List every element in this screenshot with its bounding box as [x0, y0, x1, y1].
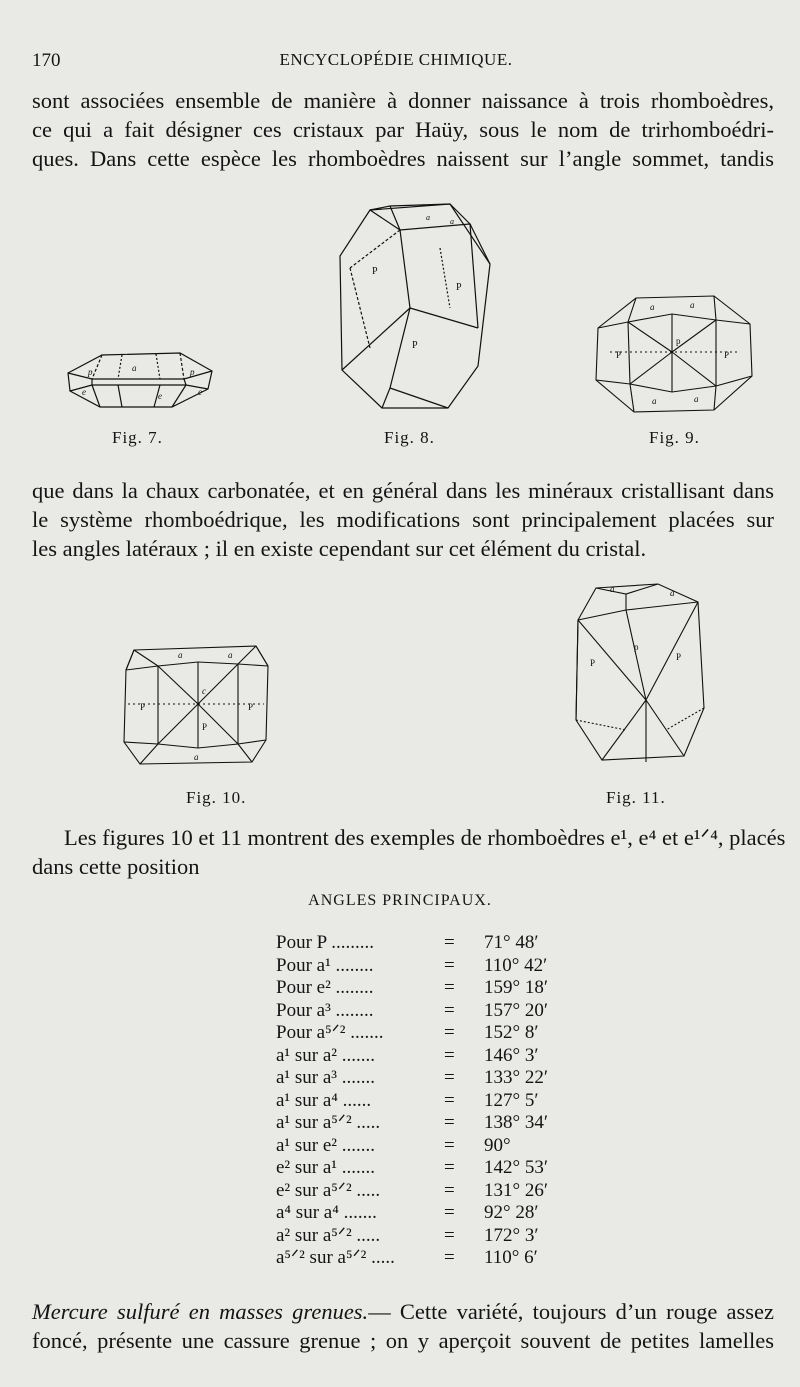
angle-row [276, 1067, 576, 1090]
text-line: dans cette position [32, 854, 200, 879]
text-line: Les figures 10 et 11 montrent des exemples de rhomboèdres e¹, e⁴ et e¹ᐟ⁴, placés [64, 825, 786, 850]
angle-row [276, 1000, 576, 1023]
svg-text:P: P [456, 282, 462, 293]
equals-sign: = [444, 1067, 455, 1088]
equals-sign: = [444, 1157, 455, 1178]
text-line: les angles latéraux ; il en existe cependant sur cet élément du cristal. [32, 536, 647, 561]
table-title: ANGLES PRINCIPAUX. [308, 892, 492, 909]
svg-text:a: a [426, 213, 430, 222]
running-title: ENCYCLOPÉDIE CHIMIQUE. [279, 50, 513, 69]
angle-name: Pour a³ ........ [276, 999, 374, 1021]
figure-11-crystal-drawing [566, 580, 716, 764]
angle-row [276, 1022, 576, 1045]
angles-table [276, 932, 576, 1270]
svg-text:a: a [194, 752, 199, 762]
svg-text:e: e [198, 387, 202, 397]
svg-text:P: P [590, 658, 596, 668]
equals-sign: = [444, 1022, 455, 1043]
angle-value: 157° 20′ [484, 999, 549, 1021]
angle-value: 133° 22′ [484, 1067, 549, 1088]
line-rest: — Cette variété, toujours d’un rouge assez [368, 1299, 774, 1324]
angle-name: a¹ sur a³ ....... [276, 1067, 375, 1088]
angle-value: 127° 5′ [484, 1089, 539, 1111]
angle-name: e² sur a¹ ....... [276, 1157, 375, 1178]
equals-sign: = [444, 1089, 455, 1111]
angle-name: a¹ sur a² ....... [276, 1044, 375, 1066]
figure-10-crystal-drawing [118, 640, 274, 768]
angle-value: 172° 3′ [484, 1224, 539, 1246]
angle-name: a¹ sur a⁵ᐟ² ..... [276, 1112, 381, 1133]
angle-row [276, 1157, 576, 1180]
italic-lead: Mercure sulfuré en masses grenues. [32, 1299, 369, 1324]
angle-name: a² sur a⁵ᐟ² ..... [276, 1224, 381, 1246]
equals-sign: = [444, 1224, 455, 1246]
svg-text:a: a [178, 650, 183, 660]
svg-text:P: P [412, 340, 418, 351]
angle-value: 142° 53′ [484, 1157, 549, 1178]
angle-name: a¹ sur e² ....... [276, 1134, 375, 1156]
angle-row [276, 1225, 576, 1248]
equals-sign: = [444, 999, 455, 1021]
equals-sign: = [444, 954, 455, 976]
angle-value: 110° 6′ [484, 1247, 538, 1268]
angle-value: 152° 8′ [484, 1022, 539, 1043]
angle-row [276, 1180, 576, 1203]
figure-9-crystal-drawing [590, 292, 756, 416]
text-line: ce qui a fait désigner ces cristaux par Haüy, sous le nom de trirhomboédri- [32, 117, 774, 142]
svg-text:p: p [190, 367, 195, 377]
angle-name: Pour P ......... [276, 932, 375, 953]
text-line: que dans la chaux carbonatée, et en général dans les minéraux cristallisant dans [32, 478, 774, 503]
paragraph-1 [32, 86, 774, 173]
angle-row [276, 1135, 576, 1158]
equals-sign: = [444, 1202, 455, 1223]
angle-row [276, 1202, 576, 1225]
svg-text:p: p [634, 642, 639, 652]
equals-sign: = [444, 1247, 455, 1268]
text-line: le système rhomboédrique, les modifications sont principalement placées sur [32, 507, 774, 532]
angle-name: e² sur a⁵ᐟ² ..... [276, 1179, 381, 1201]
svg-text:P: P [202, 722, 208, 732]
equals-sign: = [444, 1044, 455, 1066]
svg-text:p: p [676, 336, 681, 346]
text-line: sont associées ensemble de manière à donner naissance à trois rhomboèdres, [32, 88, 774, 113]
angle-row [276, 1090, 576, 1113]
svg-text:P: P [140, 702, 146, 712]
svg-text:P: P [372, 266, 378, 277]
angle-row [276, 955, 576, 978]
angle-name: a⁴ sur a⁴ ....... [276, 1202, 377, 1223]
figure-11-caption: Fig. 11. [606, 788, 666, 807]
svg-text:a: a [650, 302, 655, 312]
svg-text:c: c [202, 686, 206, 696]
svg-text:e: e [158, 391, 162, 401]
angle-row [276, 1112, 576, 1135]
equals-sign: = [444, 1112, 455, 1133]
svg-text:a: a [132, 363, 137, 373]
figure-9-caption: Fig. 9. [649, 428, 700, 447]
angle-row [276, 1247, 576, 1270]
angle-name: a¹ sur a⁴ ...... [276, 1089, 372, 1111]
paragraph-4 [32, 1297, 774, 1355]
figure-7-crystal-drawing [62, 345, 218, 415]
figure-8-caption: Fig. 8. [384, 428, 435, 447]
angle-name: Pour e² ........ [276, 977, 374, 998]
angle-value: 131° 26′ [484, 1179, 549, 1201]
angle-value: 159° 18′ [484, 977, 549, 998]
figure-10-caption: Fig. 10. [186, 788, 247, 807]
paragraph-3 [64, 823, 786, 852]
svg-text:a: a [652, 396, 657, 406]
svg-text:a: a [228, 650, 233, 660]
angle-row [276, 932, 576, 955]
paragraph-2 [32, 476, 774, 563]
equals-sign: = [444, 1179, 455, 1201]
angle-value: 90° [484, 1134, 511, 1156]
svg-text:P: P [616, 350, 622, 360]
svg-text:a: a [670, 588, 675, 598]
angle-value: 92° 28′ [484, 1202, 539, 1223]
svg-text:p: p [88, 367, 93, 377]
svg-text:P: P [676, 652, 682, 662]
svg-text:P: P [724, 350, 730, 360]
equals-sign: = [444, 977, 455, 998]
text-line: foncé, présente une cassure grenue ; on y aperçoit souvent de petites lamelles [32, 1328, 774, 1353]
text-line [32, 1297, 774, 1326]
svg-text:a: a [450, 217, 454, 226]
angle-value: 71° 48′ [484, 932, 539, 953]
angle-value: 110° 42′ [484, 954, 548, 976]
equals-sign: = [444, 1134, 455, 1156]
angle-value: 146° 3′ [484, 1044, 539, 1066]
svg-text:a: a [694, 394, 699, 404]
svg-text:e: e [82, 387, 86, 397]
page-number: 170 [32, 50, 61, 71]
angle-value: 138° 34′ [484, 1112, 549, 1133]
angle-name: Pour a¹ ........ [276, 954, 374, 976]
figure-8-crystal-drawing [330, 198, 496, 416]
text-line: ques. Dans cette espèce les rhomboèdres naissent sur l’angle sommet, tandis [32, 146, 774, 171]
svg-text:a: a [690, 300, 695, 310]
angle-row [276, 977, 576, 1000]
equals-sign: = [444, 932, 455, 953]
angle-name: Pour a⁵ᐟ² ....... [276, 1022, 384, 1043]
svg-text:a: a [610, 584, 615, 594]
page-header [32, 50, 760, 74]
angle-row [276, 1045, 576, 1068]
paragraph-3-cont [32, 852, 774, 881]
angle-name: a⁵ᐟ² sur a⁵ᐟ² ..... [276, 1247, 395, 1268]
figure-7-caption: Fig. 7. [112, 428, 163, 447]
svg-text:P: P [248, 702, 254, 712]
